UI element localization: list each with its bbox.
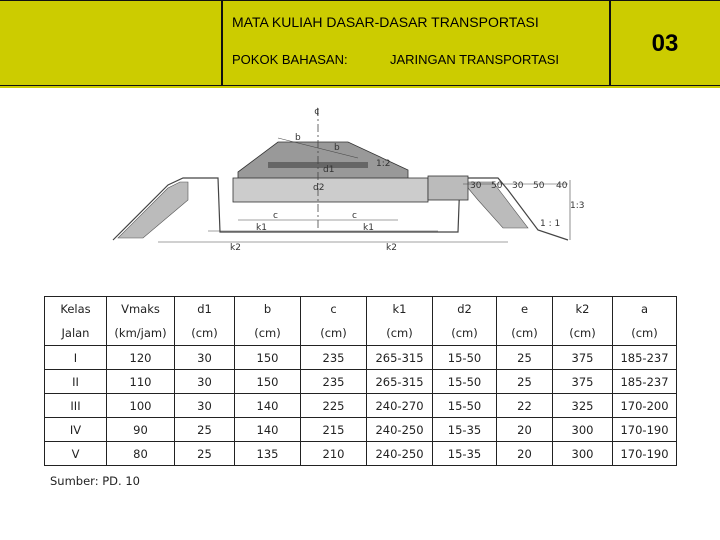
subject-label: POKOK BAHASAN:: [232, 52, 348, 67]
table-cell: III: [45, 394, 107, 418]
header-cell: (cm): [433, 321, 497, 346]
header-cell: (cm): [367, 321, 433, 346]
table-cell: 30: [175, 394, 235, 418]
table-cell: 235: [301, 346, 367, 370]
table-cell: 265-315: [367, 370, 433, 394]
header-cell: b: [235, 297, 301, 322]
table-cell: 140: [235, 418, 301, 442]
table-header-row-1: [45, 297, 677, 322]
slope-label-2: 1:3: [570, 201, 585, 211]
header-cell: a: [613, 297, 677, 322]
k1-label-1: k1: [256, 223, 267, 233]
header-cell: k2: [553, 297, 613, 322]
table-cell: 210: [301, 442, 367, 466]
table-cell: 30: [175, 370, 235, 394]
table-cell: 25: [175, 418, 235, 442]
header-cell: (cm): [301, 321, 367, 346]
slope-label-1: 1:2: [376, 159, 391, 169]
table-cell: 80: [107, 442, 175, 466]
header-left-panel: [0, 0, 222, 86]
header-cell: Vmaks: [107, 297, 175, 322]
c-label-1: c: [273, 211, 278, 221]
table-cell: 185-237: [613, 346, 677, 370]
table-row: [45, 346, 677, 370]
header-cell: c: [301, 297, 367, 322]
subject-value: JARINGAN TRANSPORTASI: [390, 52, 560, 67]
dim-30b-label: 30: [512, 181, 524, 191]
table-cell: 120: [107, 346, 175, 370]
table-cell: 300: [553, 418, 613, 442]
track-specification-table: [44, 296, 677, 466]
table-cell: 25: [497, 346, 553, 370]
table-cell: 22: [497, 394, 553, 418]
table-row: [45, 370, 677, 394]
railway-cross-section-diagram: [108, 100, 608, 270]
embankment-left-fill: [118, 182, 188, 238]
k1-label-2: k1: [363, 223, 374, 233]
header-cell: Jalan: [45, 321, 107, 346]
table-cell: 170-200: [613, 394, 677, 418]
course-title: MATA KULIAH DASAR-DASAR TRANSPORTASI: [232, 14, 539, 30]
table-cell: 15-35: [433, 418, 497, 442]
header-bar: [0, 0, 720, 88]
table-cell: 240-250: [367, 418, 433, 442]
d2-label: d2: [313, 183, 325, 193]
c-label-2: c: [352, 211, 357, 221]
table-cell: 300: [553, 442, 613, 466]
table-cell: 215: [301, 418, 367, 442]
table-cell: 20: [497, 442, 553, 466]
header-cell: (cm): [235, 321, 301, 346]
centerline-label: ¢: [314, 107, 320, 117]
b-label-2: b: [334, 143, 340, 153]
header-cell: e: [497, 297, 553, 322]
header-cell: Kelas: [45, 297, 107, 322]
slope-label-3: 1 : 1: [540, 219, 561, 229]
table-cell: 170-190: [613, 418, 677, 442]
table-cell: 30: [175, 346, 235, 370]
table-cell: IV: [45, 418, 107, 442]
header-cell: (cm): [175, 321, 235, 346]
table-cell: 185-237: [613, 370, 677, 394]
table-source-note: Sumber: PD. 10: [50, 474, 140, 488]
table-cell: 375: [553, 346, 613, 370]
table-cell: 375: [553, 370, 613, 394]
table-cell: 90: [107, 418, 175, 442]
table-cell: 140: [235, 394, 301, 418]
dim-40-label: 40: [556, 181, 568, 191]
dim-30-label: 30: [470, 181, 482, 191]
d1-label: d1: [323, 165, 335, 175]
table-cell: 20: [497, 418, 553, 442]
table-cell: 225: [301, 394, 367, 418]
table-row: [45, 394, 677, 418]
table-cell: 325: [553, 394, 613, 418]
table-cell: 170-190: [613, 442, 677, 466]
header-cell: (cm): [497, 321, 553, 346]
header-cell: (km/jam): [107, 321, 175, 346]
header-cell: (cm): [613, 321, 677, 346]
table-cell: 150: [235, 346, 301, 370]
table-cell: V: [45, 442, 107, 466]
table-row: [45, 418, 677, 442]
dim-50b-label: 50: [533, 181, 545, 191]
table-cell: 15-50: [433, 394, 497, 418]
table-cell: 265-315: [367, 346, 433, 370]
table-cell: 110: [107, 370, 175, 394]
table-cell: 100: [107, 394, 175, 418]
header-title-panel: [222, 0, 610, 86]
table-cell: 25: [175, 442, 235, 466]
table-cell: 135: [235, 442, 301, 466]
table-row: [45, 442, 677, 466]
table-cell: 15-50: [433, 370, 497, 394]
table-cell: 15-35: [433, 442, 497, 466]
k2-label-1: k2: [230, 243, 241, 253]
slide-number: 03: [651, 30, 679, 57]
dim-50-label: 50: [491, 181, 503, 191]
header-cell: (cm): [553, 321, 613, 346]
k2-label-2: k2: [386, 243, 397, 253]
header-cell: d1: [175, 297, 235, 322]
b-label-1: b: [295, 133, 301, 143]
table-cell: 150: [235, 370, 301, 394]
header-cell: d2: [433, 297, 497, 322]
table-cell: 240-250: [367, 442, 433, 466]
table-cell: 240-270: [367, 394, 433, 418]
header-cell: k1: [367, 297, 433, 322]
subbase-layer: [233, 178, 428, 202]
table-cell: I: [45, 346, 107, 370]
table-cell: 235: [301, 370, 367, 394]
table-cell: II: [45, 370, 107, 394]
table-cell: 15-50: [433, 346, 497, 370]
table-cell: 25: [497, 370, 553, 394]
road-layer: [428, 176, 468, 200]
table-header-row-2: [45, 321, 677, 346]
